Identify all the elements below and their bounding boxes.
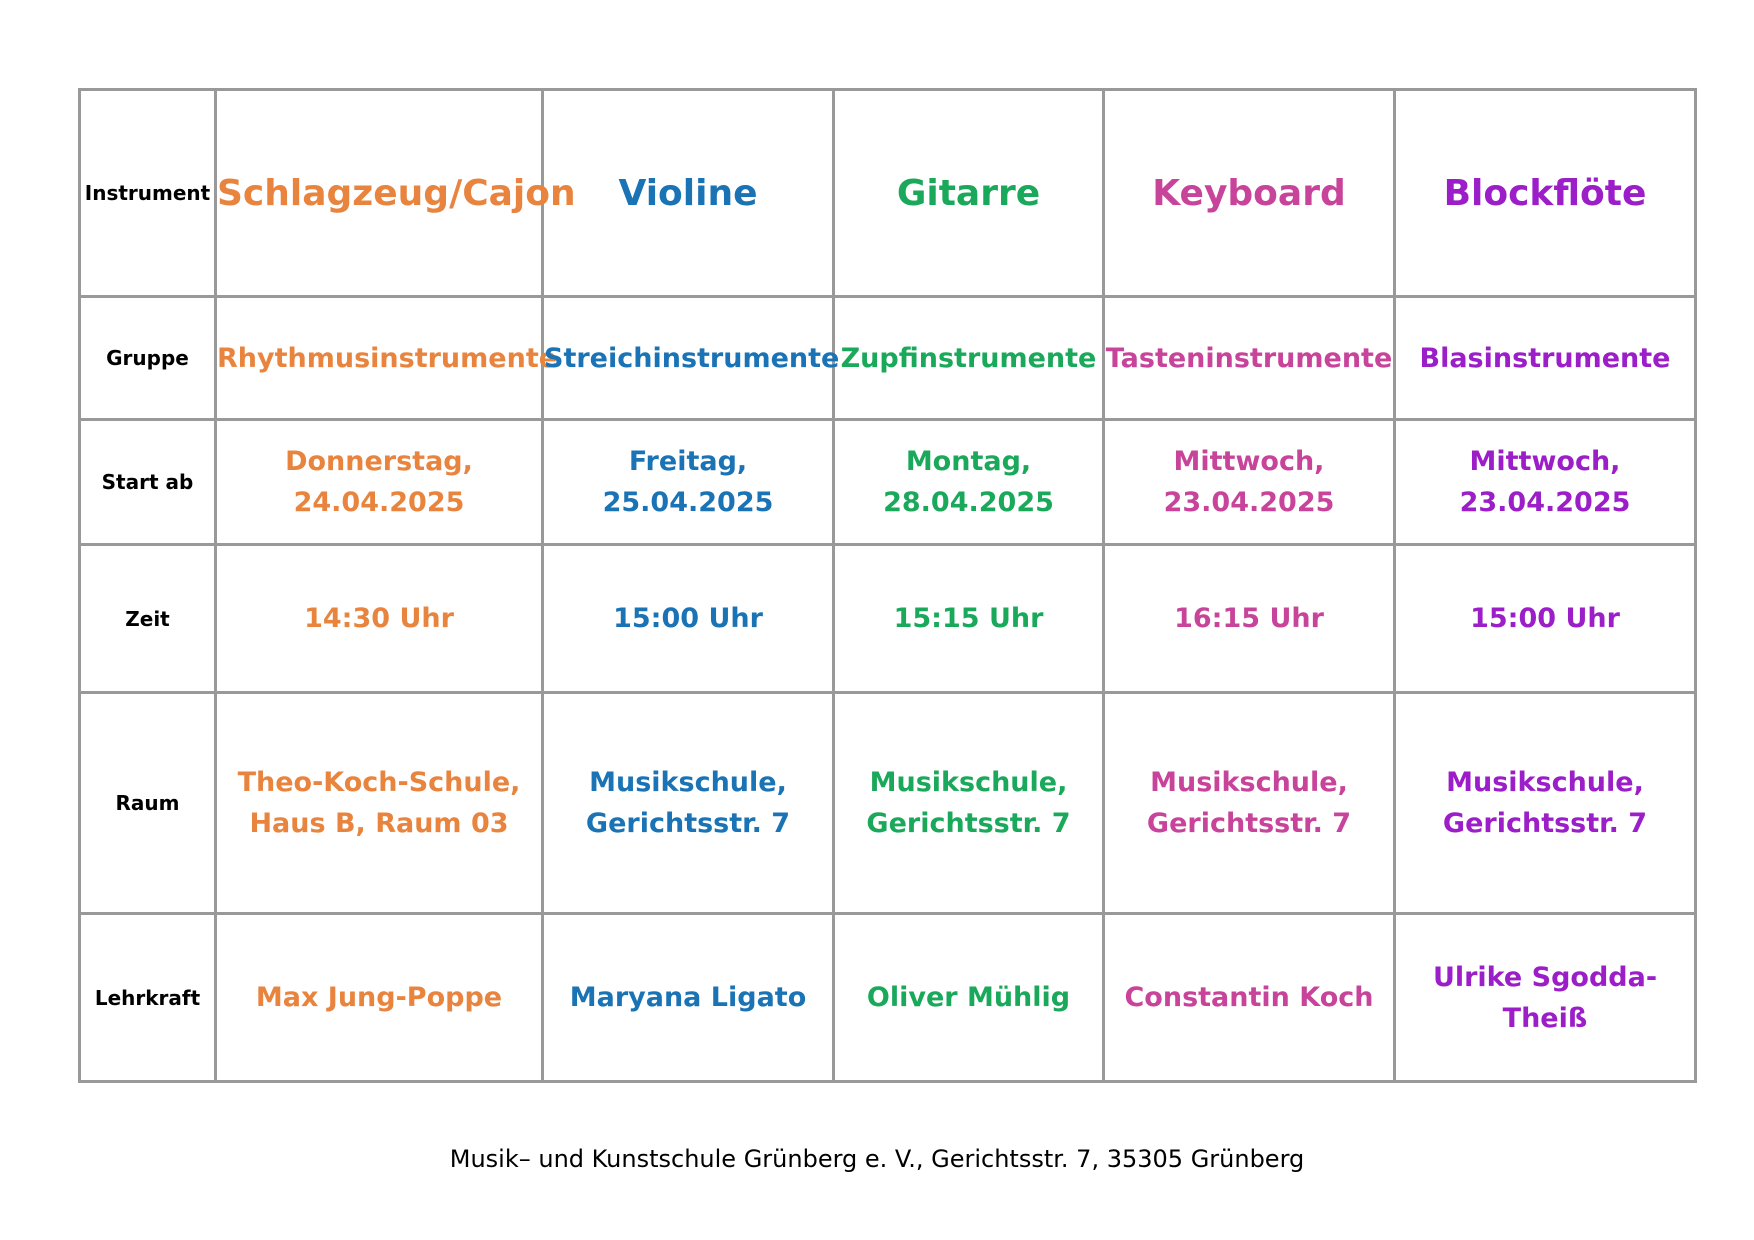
- start-cell: [216, 420, 543, 545]
- start-cell: [1395, 420, 1696, 545]
- course-schedule-table: [78, 88, 1697, 1083]
- time-cell: 15:00 Uhr: [1395, 545, 1696, 693]
- instrument-cell: Blockflöte: [1395, 90, 1696, 297]
- start-cell: [543, 420, 834, 545]
- start-cell-line: Montag,: [905, 446, 1032, 477]
- row-label-instrument: Instrument: [80, 90, 216, 297]
- row-time: [80, 545, 1696, 693]
- time-cell: 15:00 Uhr: [543, 545, 834, 693]
- teacher-cell: Constantin Koch: [1104, 914, 1395, 1082]
- room-cell-line: Musikschule,: [869, 767, 1068, 798]
- teacher-cell: Ulrike Sgodda-Theiß: [1395, 914, 1696, 1082]
- room-cell: [1395, 693, 1696, 914]
- group-cell: Blasinstrumente: [1395, 297, 1696, 420]
- start-cell-line: 23.04.2025: [1459, 487, 1631, 518]
- start-cell: [834, 420, 1104, 545]
- room-cell-line: Gerichtsstr. 7: [1442, 808, 1648, 839]
- group-cell: Tasteninstrumente: [1104, 297, 1395, 420]
- instrument-cell: Schlagzeug/Cajon: [216, 90, 543, 297]
- room-cell-line: Haus B, Raum 03: [249, 808, 509, 839]
- teacher-cell: Maryana Ligato: [543, 914, 834, 1082]
- row-label-time: Zeit: [80, 545, 216, 693]
- start-cell-line: Freitag,: [628, 446, 748, 477]
- start-cell-line: 28.04.2025: [883, 487, 1054, 518]
- room-cell-line: Theo-Koch-Schule,: [237, 767, 521, 798]
- time-cell: 14:30 Uhr: [216, 545, 543, 693]
- row-start: [80, 420, 1696, 545]
- time-cell: 15:15 Uhr: [834, 545, 1104, 693]
- room-cell-line: Gerichtsstr. 7: [866, 808, 1071, 839]
- teacher-cell: Max Jung-Poppe: [216, 914, 543, 1082]
- instrument-cell: Violine: [543, 90, 834, 297]
- group-cell: Zupfinstrumente: [834, 297, 1104, 420]
- room-cell: [216, 693, 543, 914]
- start-cell-line: 25.04.2025: [602, 487, 774, 518]
- room-cell: [543, 693, 834, 914]
- room-cell: [834, 693, 1104, 914]
- start-cell-line: Mittwoch,: [1469, 446, 1621, 477]
- room-cell-line: Gerichtsstr. 7: [1146, 808, 1352, 839]
- room-cell-line: Gerichtsstr. 7: [585, 808, 791, 839]
- row-teacher: [80, 914, 1696, 1082]
- start-cell: [1104, 420, 1395, 545]
- start-cell-line: Donnerstag,: [285, 446, 473, 477]
- row-label-teacher: Lehrkraft: [80, 914, 216, 1082]
- start-cell-line: Mittwoch,: [1173, 446, 1325, 477]
- time-cell: 16:15 Uhr: [1104, 545, 1395, 693]
- group-cell: Rhythmusinstrumente: [216, 297, 543, 420]
- row-room: [80, 693, 1696, 914]
- row-group: [80, 297, 1696, 420]
- room-cell-line: Musikschule,: [589, 767, 787, 798]
- row-label-start: Start ab: [80, 420, 216, 545]
- room-cell: [1104, 693, 1395, 914]
- row-instrument: [80, 90, 1696, 297]
- start-cell-line: 24.04.2025: [293, 487, 465, 518]
- room-cell-line: Musikschule,: [1446, 767, 1644, 798]
- teacher-cell: Oliver Mühlig: [834, 914, 1104, 1082]
- instrument-cell: Gitarre: [834, 90, 1104, 297]
- row-label-group: Gruppe: [80, 297, 216, 420]
- instrument-cell: Keyboard: [1104, 90, 1395, 297]
- room-cell-line: Musikschule,: [1150, 767, 1348, 798]
- school-address-footer: Musik– und Kunstschule Grünberg e. V., Gerichtsstr. 7, 35305 Grünberg: [449, 1145, 1305, 1173]
- group-cell: Streichinstrumente: [543, 297, 834, 420]
- row-label-room: Raum: [80, 693, 216, 914]
- start-cell-line: 23.04.2025: [1163, 487, 1335, 518]
